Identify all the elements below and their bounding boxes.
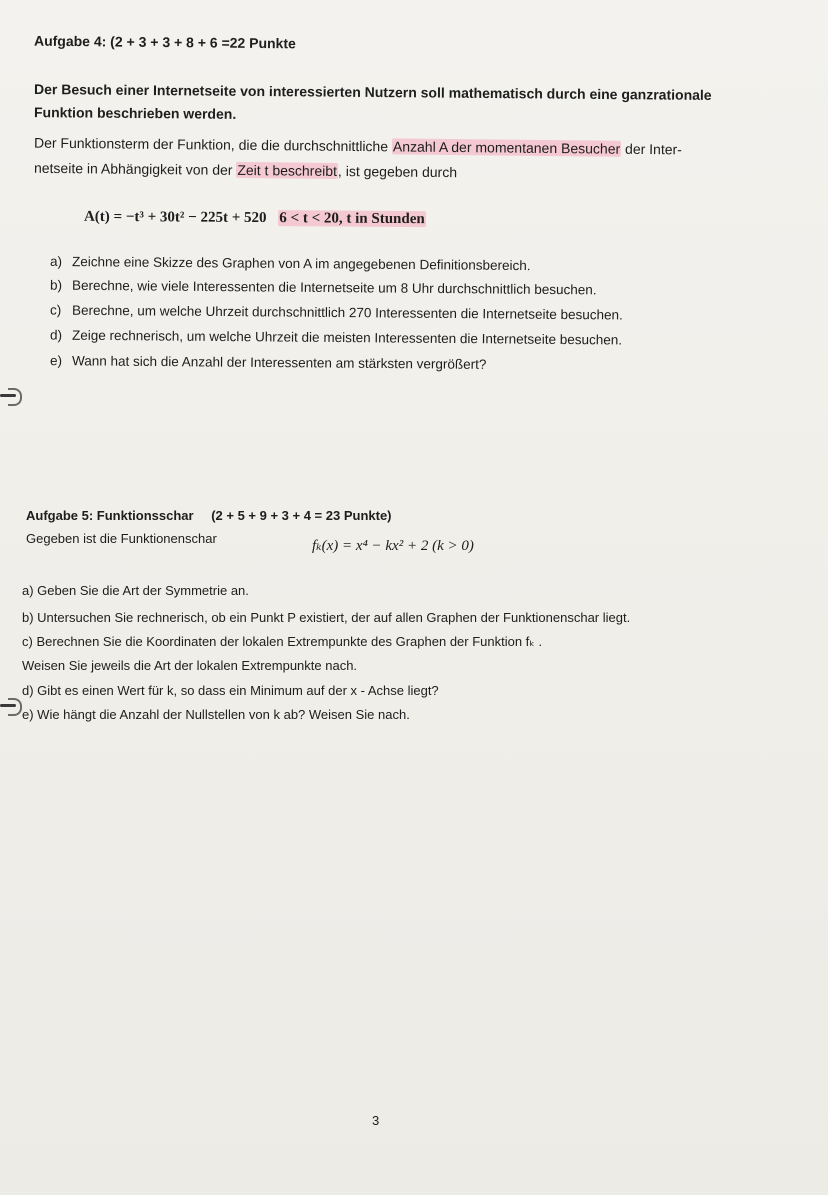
highlight-zeit: Zeit t beschreibt	[237, 161, 338, 179]
aufgabe5-task-b: b) Untersuchen Sie rechnerisch, ob ein Punkt P existiert, der auf allen Graphen der Funktionenschar liegt.	[22, 610, 631, 625]
aufgabe5-points: (2 + 5 + 9 + 3 + 4 = 23 Punkte)	[211, 508, 392, 523]
aufgabe4-term-line1	[34, 135, 682, 158]
aufgabe5-task-d: d) Gibt es einen Wert für k, so dass ein Minimum auf der x - Achse liegt?	[22, 683, 439, 698]
aufgabe4-title: Aufgabe 4: (2 + 3 + 3 + 8 + 6 =22 Punkte	[33, 32, 296, 52]
page-number: 3	[372, 1113, 380, 1128]
aufgabe4-task-d: d) Zeige rechnerisch, um welche Uhrzeit die meisten Interessenten die Internetseite besuchen.	[49, 327, 623, 348]
aufgabe5-task-c: c) Berechnen Sie die Koordinaten der lokalen Extrempunkte des Graphen der Funktion fₖ .	[22, 634, 543, 649]
aufgabe5-task-c-cont: Weisen Sie jeweils die Art der lokalen Extrempunkte nach.	[22, 658, 358, 673]
aufgabe4-task-b: b) Berechne, wie viele Interessenten die Internetseite um 8 Uhr durchschnittlich besuchen.	[49, 277, 597, 298]
aufgabe4-task-a: a) Zeichne eine Skizze des Graphen von A im angegebenen Definitionsbereich.	[49, 253, 531, 274]
aufgabe4-intro-line2: Funktion beschrieben werden.	[33, 104, 237, 122]
aufgabe5-title-line	[26, 508, 392, 523]
aufgabe5-given: Gegeben ist die Funktionenschar	[26, 531, 217, 546]
aufgabe4-formula: A(t) = −t³ + 30t² − 225t + 520	[83, 208, 267, 227]
binder-ring-icon	[0, 388, 22, 406]
binder-ring-icon	[0, 698, 22, 716]
aufgabe5-task-e: e) Wie hängt die Anzahl der Nullstellen von k ab? Weisen Sie nach.	[22, 707, 410, 722]
term-line1-start: Der Funktionsterm der Funktion, die die durchschnittliche	[33, 134, 393, 155]
aufgabe4-intro-line1: Der Besuch einer Internetseite von interessierten Nutzern soll mathematisch durch eine ganzrationale	[33, 81, 712, 103]
term-line2-start: netseite in Abhängigkeit von der	[33, 159, 237, 178]
aufgabe5-formula: fₖ(x) = x⁴ − kx² + 2 (k > 0)	[312, 538, 474, 554]
term-line2-end: , ist gegeben durch	[337, 162, 458, 181]
term-line1-end: der Inter-	[621, 140, 682, 158]
aufgabe4-task-e: e) Wann hat sich die Anzahl der Interessenten am stärksten vergrößert?	[49, 353, 487, 372]
aufgabe4-domain: 6 < t < 20, t in Stunden	[279, 210, 425, 228]
aufgabe4-formula-line	[84, 209, 426, 228]
aufgabe5-task-a: a) Geben Sie die Art der Symmetrie an.	[22, 583, 249, 598]
highlight-anzahl: Anzahl A der momentanen Besucher	[392, 138, 621, 157]
aufgabe5-title: Aufgabe 5: Funktionsschar	[26, 508, 194, 523]
aufgabe4-task-c: c) Berechne, um welche Uhrzeit durchschnittlich 270 Interessenten die Internetseite besuchen.	[49, 302, 623, 323]
aufgabe4-term-line2	[34, 160, 457, 180]
